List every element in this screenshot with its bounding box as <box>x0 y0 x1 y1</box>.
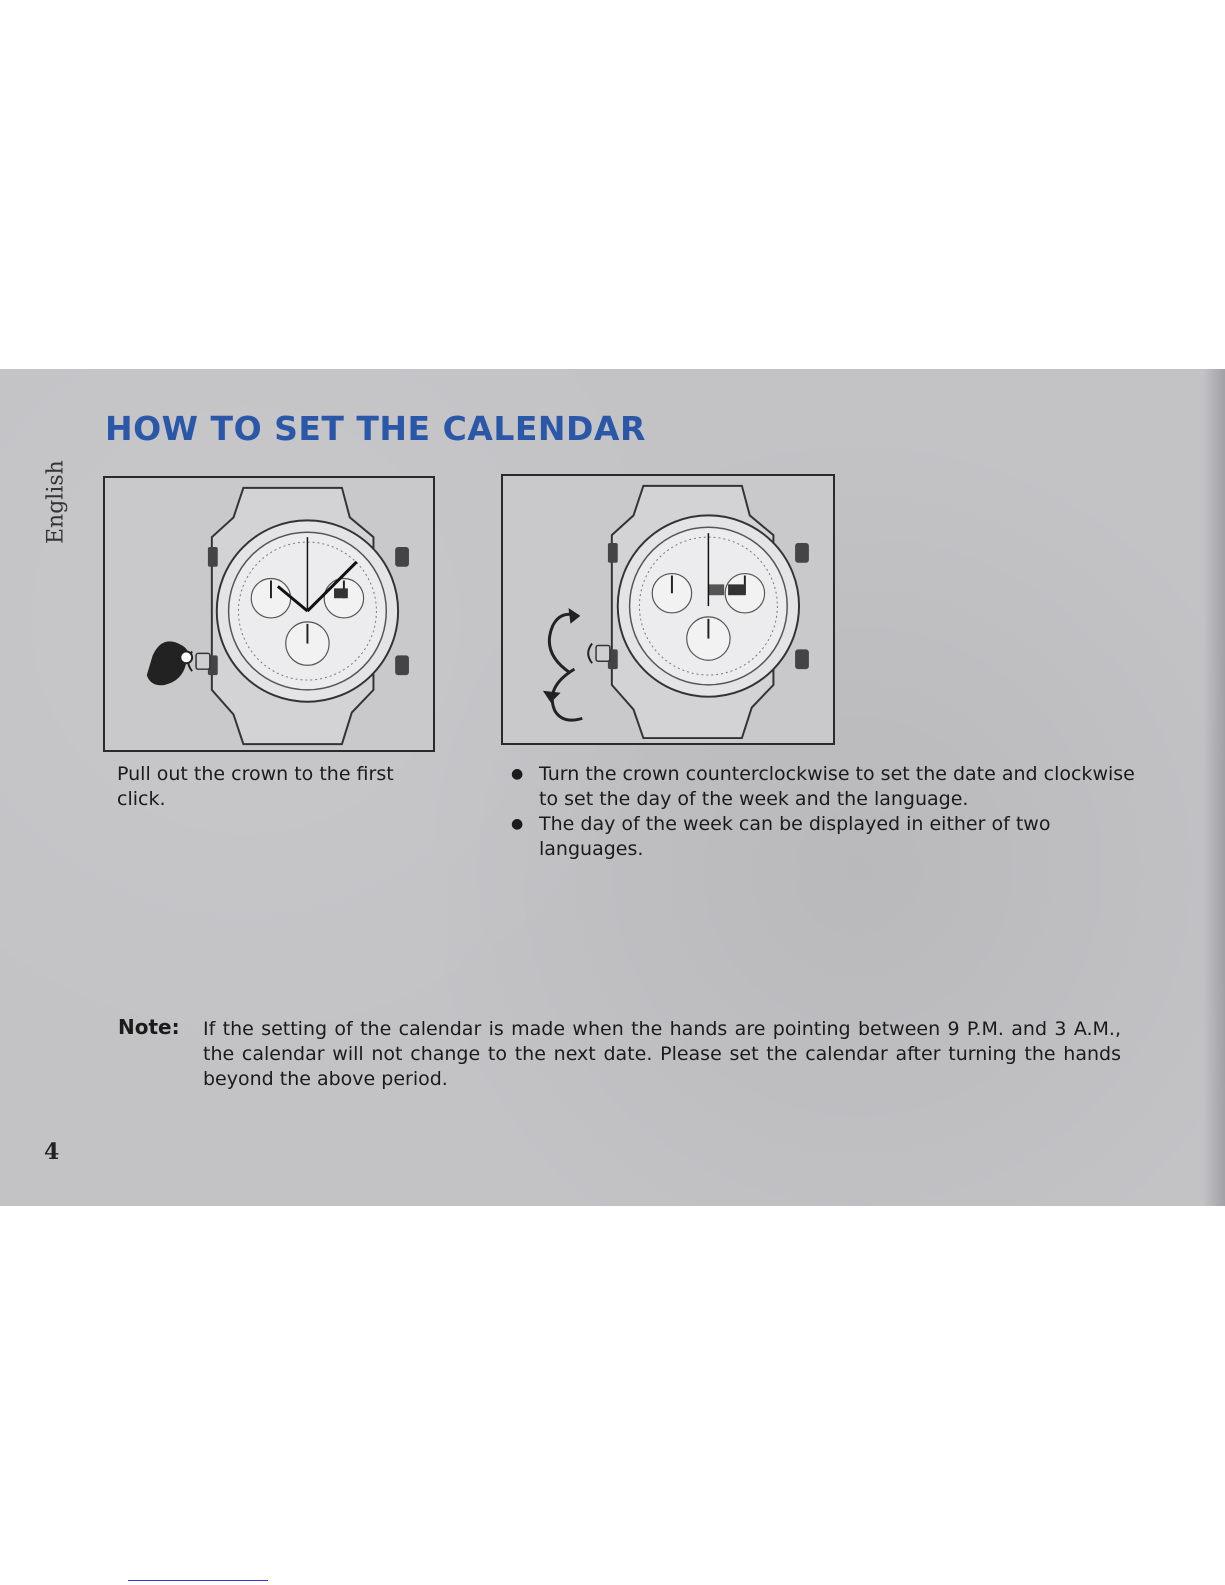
watch-illustration <box>105 478 433 750</box>
watch-figure-turn-crown <box>501 474 835 745</box>
note-label: Note: <box>118 1015 180 1039</box>
figure-caption-pull-crown: Pull out the crown to the first click. <box>117 763 394 810</box>
watch-figure-pull-crown <box>103 476 435 752</box>
manual-page <box>0 369 1225 1206</box>
page-title: HOW TO SET THE CALENDAR <box>105 409 646 448</box>
instruction-item: ● Turn the crown counterclockwise to set the date and clockwise to set the day of the week and the language. <box>507 762 1147 812</box>
instruction-list <box>507 762 1147 862</box>
watch-illustration <box>503 476 833 743</box>
page-number: 4 <box>44 1139 60 1165</box>
instruction-item: ● The day of the week can be displayed in either of two languages. <box>507 812 1147 862</box>
language-tab: English <box>43 460 69 544</box>
note-text: If the setting of the calendar is made when the hands are pointing between 9 P.M. and 3 A.M., the calendar will not change to the next date. Please set the calendar after turning the hands beyond the above period. <box>203 1018 1121 1090</box>
bottom-underline <box>128 1580 268 1581</box>
page-edge-shadow <box>1203 369 1225 1206</box>
